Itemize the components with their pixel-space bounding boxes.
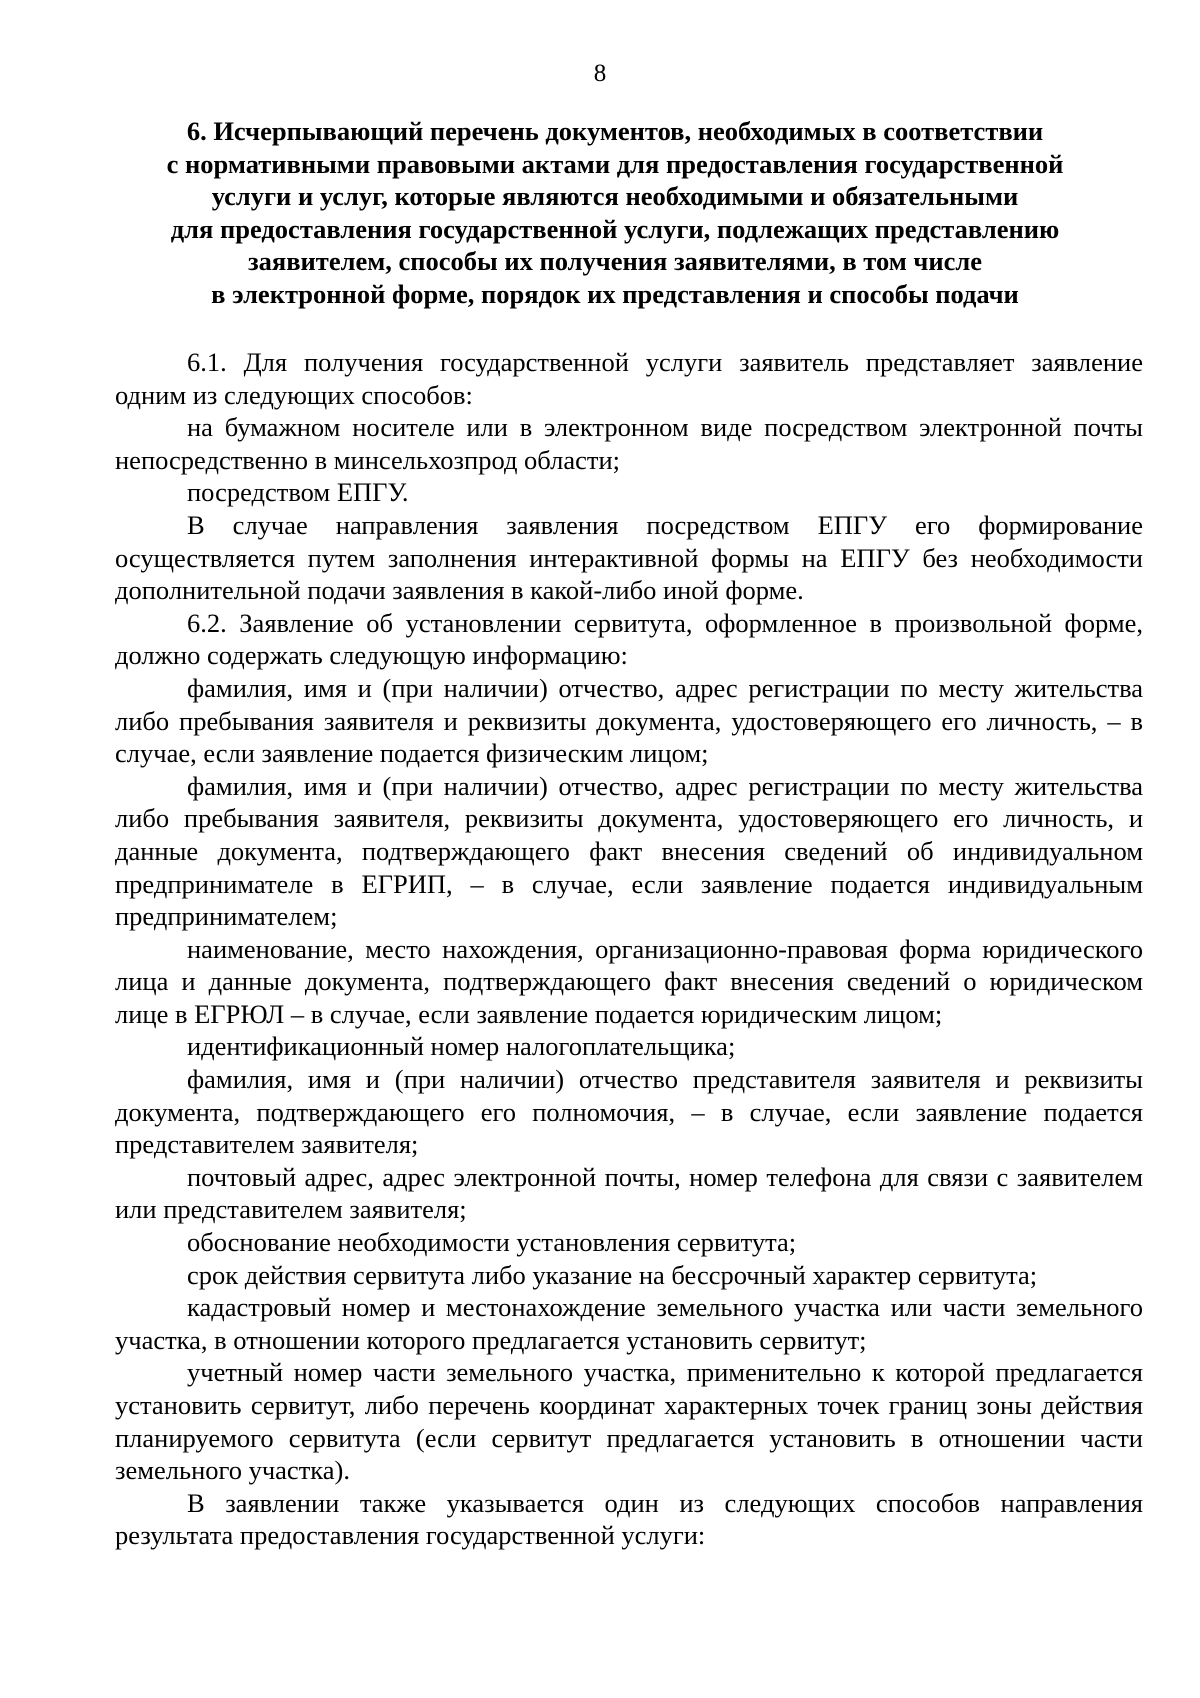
- section-heading: [115, 115, 1115, 311]
- heading-line: услуги и услуг, которые являются необходимыми и обязательными: [211, 181, 1019, 212]
- paragraph-representative: фамилия, имя и (при наличии) отчество представителя заявителя и реквизиты документа, подтверждающего его полномочия, – в случае, если заявление подается представителем заявителя;: [115, 1064, 1143, 1160]
- paragraph-cadastral-number: кадастровый номер и местонахождение земельного участка или части земельного участка, в отношении которого предлагается установить сервитут;: [115, 1292, 1143, 1355]
- paragraph-epgu-form: В случае направления заявления посредством ЕПГУ его формирование осуществляется путем заполнения интерактивной формы на ЕПГУ без необходимости дополнительной подачи заявления в какой-либо иной форме.: [115, 509, 1143, 606]
- paragraph-6-1: 6.1. Для получения государственной услуги заявитель представляет заявление одним из следующих способов:: [115, 347, 1143, 410]
- paragraph-paper-or-email: на бумажном носителе или в электронном виде посредством электронной почты непосредственно в минсельхозпрод области;: [115, 412, 1143, 475]
- paragraph-6-2: 6.2. Заявление об установлении сервитута, оформленное в произвольной форме, должно содержать следующую информацию:: [115, 607, 1143, 671]
- paragraph-inn: идентификационный номер налогоплательщика;: [187, 1031, 736, 1062]
- heading-line: заявителем, способы их получения заявителями, в том числе: [247, 246, 983, 277]
- paragraph-via-epgu: посредством ЕПГУ.: [187, 477, 409, 508]
- page-number: 8: [593, 60, 607, 87]
- paragraph-result-delivery: В заявлении также указывается один из следующих способов направления результата предоставления государственной услуги:: [115, 1487, 1143, 1551]
- paragraph-entrepreneur: фамилия, имя и (при наличии) отчество, адрес регистрации по месту жительства либо пребывания заявителя, реквизиты документа, удостоверяющего его личность, и данные документа, подтверждающего факт внесения сведений об индивидуальном предпринимателе в ЕГРИП, – в случае, если заявление подается индивидуальным предпринимателем;: [115, 770, 1143, 932]
- body-text: [115, 346, 1143, 1552]
- heading-line: для предоставления государственной услуги, подлежащих представлению: [170, 213, 1060, 244]
- paragraph-term: срок действия сервитута либо указание на бессрочный характер сервитута;: [187, 1259, 1038, 1290]
- heading-line: 6. Исчерпывающий перечень документов, необходимых в соответствии: [186, 116, 1044, 146]
- paragraph-accounting-number: учетный номер части земельного участка, применительно к которой предлагается установить сервитут, либо перечень координат характерных точек границ зоны действия планируемого сервитута (если сервитут предлагается установить в отношении части земельного участка).: [115, 1357, 1143, 1486]
- paragraph-individual: фамилия, имя и (при наличии) отчество, адрес регистрации по месту жительства либо пребывания заявителя и реквизиты документа, удостоверяющего его личность, – в случае, если заявление подается физическим лицом;: [115, 672, 1143, 769]
- paragraph-contacts: почтовый адрес, адрес электронной почты, номер телефона для связи с заявителем или представителем заявителя;: [115, 1161, 1143, 1225]
- paragraph-legal-entity: наименование, место нахождения, организационно-правовая форма юридического лица и данные документа, подтверждающего факт внесения сведений о юридическом лице в ЕГРЮЛ – в случае, если заявление подается юридическим лицом;: [115, 933, 1143, 1029]
- paragraph-justification: обоснование необходимости установления сервитута;: [187, 1227, 797, 1258]
- heading-line: с нормативными правовыми актами для предоставления государственной: [166, 148, 1064, 179]
- heading-line: в электронной форме, порядок их представления и способы подачи: [211, 278, 1019, 309]
